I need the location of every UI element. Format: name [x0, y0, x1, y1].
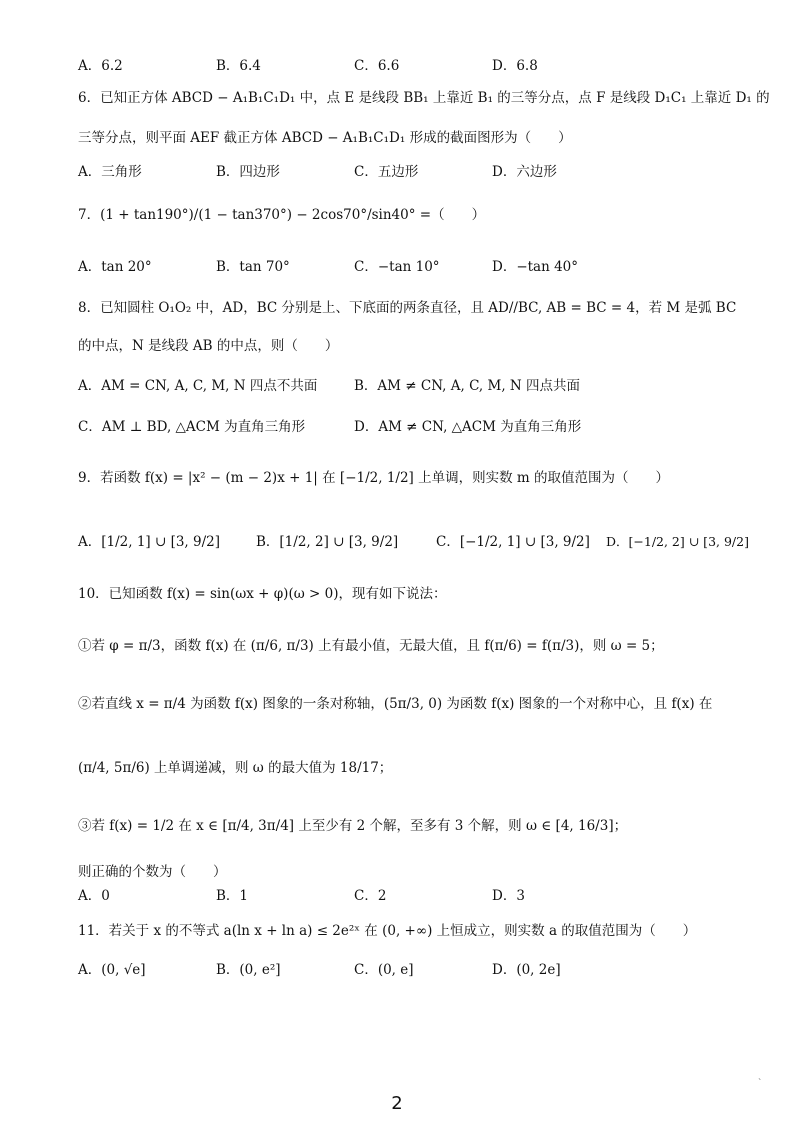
q6-option-b[interactable]: B．四边形	[216, 164, 280, 180]
q7-stem: 7．(1 + tan190°)/(1 − tan370°) − 2cos70°/sin40° =（ ）	[78, 207, 486, 223]
q10-statement-2a: ②若直线 x = π/4 为函数 f(x) 图象的一条对称轴，(5π/3, 0) 为函数 f(x) 图象的一个对称中心，且 f(x) 在	[78, 696, 713, 712]
q6-option-a[interactable]: A．三角形	[78, 164, 142, 180]
q8-stem-line1: 8．已知圆柱 O₁O₂ 中，AD，BC 分别是上、下底面的两条直径，且 AD//BC, AB = BC = 4，若 M 是弧 BC	[78, 300, 737, 316]
page-number: 2	[391, 1093, 403, 1114]
q11-option-d[interactable]: D．(0, 2e]	[492, 962, 561, 978]
q7-option-b[interactable]: B．tan 70°	[216, 259, 290, 275]
q10-option-b[interactable]: B．1	[216, 888, 249, 904]
q9-stem: 9．若函数 f(x) = |x² − (m − 2)x + 1| 在 [−1/2, 1/2] 上单调，则实数 m 的取值范围为（ ）	[78, 470, 669, 486]
q5-option-b[interactable]: B．6.4	[216, 58, 261, 74]
q10-statement-1: ①若 φ = π/3，函数 f(x) 在 (π/6, π/3) 上有最小值，无最大值，且 f(π/6) = f(π/3)，则 ω = 5；	[78, 638, 664, 654]
q6-stem-line2: 三等分点，则平面 AEF 截正方体 ABCD − A₁B₁C₁D₁ 形成的截面图形为（ ）	[78, 130, 572, 146]
q5-option-c[interactable]: C．6.6	[354, 58, 400, 74]
q8-option-a[interactable]: A．AM = CN, A, C, M, N 四点不共面	[78, 378, 318, 394]
q7-option-c[interactable]: C．−tan 10°	[354, 259, 440, 275]
q8-option-d[interactable]: D．AM ≠ CN, △ACM 为直角三角形	[354, 419, 582, 435]
q10-option-d[interactable]: D．3	[492, 888, 525, 904]
q10-stem: 10．已知函数 f(x) = sin(ωx + φ)(ω > 0)，现有如下说法：	[78, 586, 447, 602]
q10-option-a[interactable]: A．0	[78, 888, 110, 904]
q11-stem: 11．若关于 x 的不等式 a(ln x + ln a) ≤ 2e²ˣ 在 (0, +∞) 上恒成立，则实数 a 的取值范围为（ ）	[78, 923, 697, 939]
q9-option-a[interactable]: A．[1/2, 1] ∪ [3, 9/2]	[78, 534, 221, 550]
q11-option-c[interactable]: C．(0, e]	[354, 962, 414, 978]
q11-option-a[interactable]: A．(0, √e]	[78, 962, 146, 978]
q9-option-d[interactable]: D．[−1/2, 2] ∪ [3, 9/2]	[606, 534, 749, 549]
q7-option-a[interactable]: A．tan 20°	[78, 259, 152, 275]
q8-option-c[interactable]: C．AM ⊥ BD, △ACM 为直角三角形	[78, 419, 306, 435]
q8-stem-line2: 的中点，N 是线段 AB 的中点，则（ ）	[78, 338, 339, 354]
q10-option-c[interactable]: C．2	[354, 888, 387, 904]
q5-option-a[interactable]: A．6.2	[78, 58, 123, 74]
q11-option-b[interactable]: B．(0, e²]	[216, 962, 281, 978]
q7-option-d[interactable]: D．−tan 40°	[492, 259, 579, 275]
q5-option-d[interactable]: D．6.8	[492, 58, 538, 74]
q9-option-c[interactable]: C．[−1/2, 1] ∪ [3, 9/2]	[436, 534, 590, 550]
q9-option-b[interactable]: B．[1/2, 2] ∪ [3, 9/2]	[256, 534, 399, 550]
q10-statement-3: ③若 f(x) = 1/2 在 x ∈ [π/4, 3π/4] 上至少有 2 个解，至多有 3 个解，则 ω ∈ [4, 16/3]；	[78, 818, 628, 834]
q10-question: 则正确的个数为（ ）	[78, 864, 227, 880]
q10-statement-2b: (π/4, 5π/6) 上单调递减，则 ω 的最大值为 18/17；	[78, 760, 393, 776]
scan-speck: ˴	[758, 1073, 762, 1084]
q6-option-d[interactable]: D．六边形	[492, 164, 557, 180]
q6-option-c[interactable]: C．五边形	[354, 164, 419, 180]
q6-stem-line1: 6．已知正方体 ABCD − A₁B₁C₁D₁ 中，点 E 是线段 BB₁ 上靠近 B₁ 的三等分点，点 F 是线段 D₁C₁ 上靠近 D₁ 的	[78, 90, 770, 106]
q8-option-b[interactable]: B．AM ≠ CN, A, C, M, N 四点共面	[354, 378, 581, 394]
